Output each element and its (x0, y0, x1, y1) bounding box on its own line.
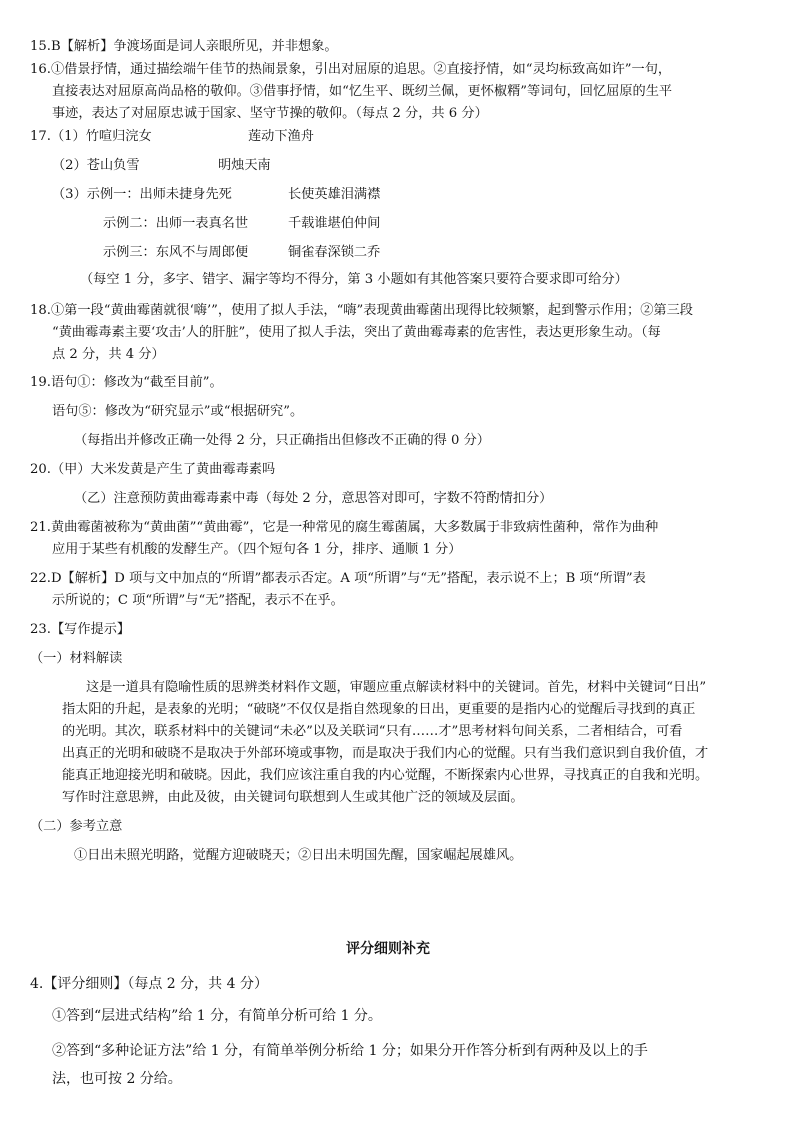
q16-line-2: 直接表达对屈原高尚品格的敬仰。③借事抒情，如“忆生平、既纫兰佩，更怀椒糈”等词句，回忆屈原的生平 (52, 84, 673, 99)
q19-scoring-note: （每指出并修改正确一处得 2 分，只正确指出但修改不正确的得 0 分） (74, 433, 490, 448)
q23-section-1-title: （一）材料解读 (30, 651, 123, 666)
q19-line-1: 19.语句①：修改为“截至目前”。 (30, 375, 223, 390)
q23-reference-ideas: ①日出未照光明路，觉醒方迎破晓天；②日出未明国先醒，国家崛起展雄风。 (74, 848, 523, 863)
q17-row-1-answer: 莲动下渔舟 (248, 129, 314, 144)
q23-title: 23.【写作提示】 (30, 622, 131, 637)
q21-line-2: 应用于某些有机酸的发酵生产。（四个短句各 1 分，排序、通顺 1 分） (52, 542, 462, 557)
q21-line-1: 21.黄曲霉菌被称为“黄曲菌”“黄曲霉”，它是一种常见的腐生霉菌属，大多数属于非致病性菌种，常作为曲种 (30, 520, 659, 535)
q17-row-2-answer: 明烛天南 (218, 158, 271, 173)
q19-line-2: 语句⑤：修改为“研究显示”或“根据研究”。 (52, 404, 304, 419)
supplement-line-2: ②答到“多种论证方法”给 1 分，有简单举例分析给 1 分；如果分开作答分析到有两种及以上的手 (52, 1043, 648, 1059)
q20-line-1: 20.（甲）大米发黄是产生了黄曲霉毒素吗 (30, 462, 276, 477)
q23-material-line: 的光明。其次，联系材料中的关键词“未必”以及关联词“只有……才”思考材料句间关系，二者相结合，可看 (62, 724, 683, 739)
q23-material-line: 写作时注意思辨，由此及彼，由关键词句联想到人生或其他广泛的领域及层面。 (62, 790, 524, 805)
q17-row-5-answer: 铜雀春深锁二乔 (288, 245, 381, 260)
q15-answer: 15.B【解析】争渡场面是词人亲眼所见，并非想象。 (30, 39, 338, 54)
q17-row-4-label: 示例二：出师一表真名世 (103, 216, 249, 231)
q23-material-line: 这是一道具有隐喻性质的思辨类材料作文题，审题应重点解读材料中的关键词。首先，材料中关键词“日出” (86, 680, 707, 695)
q18-line-1: 18.①第一段“黄曲霉菌就很‘嗨’”，使用了拟人手法，“嗨”表现黄曲霉菌出现得比较频繁，起到警示作用；②第三段 (30, 303, 693, 318)
q22-line-1: 22.D【解析】D 项与文中加点的“所谓”都表示否定。A 项“所谓”与“无”搭配，表示说不上；B 项“所谓”表 (30, 571, 646, 586)
q23-material-line: 出真正的光明和破晓不是取决于外部环境或事物，而是取决于我们内心的觉醒。只有当我们意识到自我价值，才 (62, 746, 709, 761)
q18-line-3: 点 2 分，共 4 分） (52, 347, 165, 362)
q17-row-3-label: （3）示例一：出师未捷身先死 (52, 187, 232, 202)
supplement-heading: 评分细则补充 (346, 941, 430, 957)
q17-row-1-label: 17.（1）竹喧归浣女 (30, 129, 152, 144)
supplement-line-3: 法，也可按 2 分给。 (52, 1071, 182, 1087)
q16-line-3: 事迹，表达了对屈原忠诚于国家、坚守节操的敬仰。（每点 2 分，共 6 分） (52, 106, 488, 121)
q17-row-4-answer: 千载谁堪伯仲间 (288, 216, 381, 231)
q17-row-2-label: （2）苍山负雪 (52, 158, 140, 173)
q18-line-2: “黄曲霉毒素主要‘攻击’人的肝脏”，使用了拟人手法，突出了黄曲霉毒素的危害性，表达更形象生动。（每 (52, 325, 661, 340)
q17-row-3-answer: 长使英雄泪满襟 (288, 187, 381, 202)
q17-scoring-note: （每空 1 分，多字、错字、漏字等均不得分，第 3 小题如有其他答案只要符合要求即可给分） (80, 272, 628, 287)
q23-section-2-title: （二）参考立意 (30, 819, 123, 834)
q20-line-2: （乙）注意预防黄曲霉毒素中毒（每处 2 分，意思答对即可，字数不符酌情扣分） (74, 491, 553, 506)
supplement-item-title: 4.【评分细则】（每点 2 分，共 4 分） (30, 976, 268, 992)
q22-line-2: 示所说的；C 项“所谓”与“无”搭配，表示不在乎。 (52, 593, 344, 608)
q23-material-line: 能真正地迎接光明和破晓。因此，我们应该注重自我的内心觉醒，不断探索内心世界，寻找真正的自我和光明。 (62, 768, 709, 783)
q23-material-line: 指太阳的升起，是表象的光明；“破晓”不仅仅是指自然现象的日出，更重要的是指内心的觉醒后寻找到的真正 (62, 702, 696, 717)
q16-line-1: 16.①借景抒情，通过描绘端午佳节的热闹景象，引出对屈原的追思。②直接抒情，如“灵均标致高如许”一句， (30, 62, 672, 77)
q17-row-5-label: 示例三：东风不与周郎便 (103, 245, 249, 260)
supplement-line-1: ①答到“层进式结构”给 1 分，有简单分析可给 1 分。 (52, 1008, 382, 1024)
